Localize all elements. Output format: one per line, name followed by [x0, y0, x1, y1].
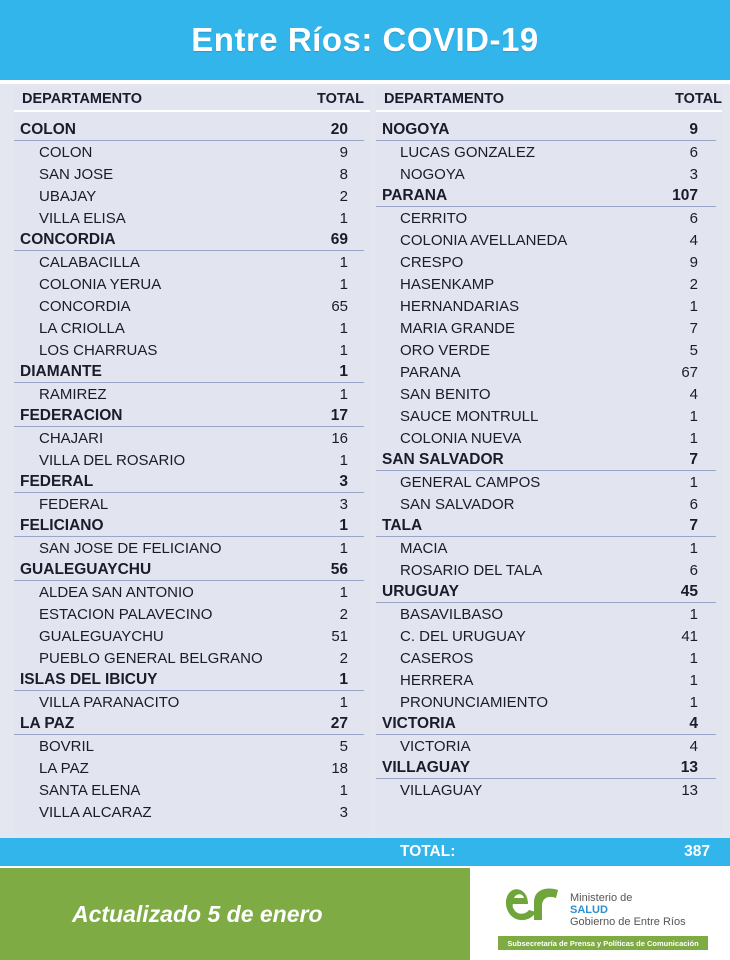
- locality-row: [376, 273, 716, 295]
- locality-row: [376, 471, 716, 493]
- department-name: FEDERACION: [20, 406, 123, 424]
- locality-name: VILLA PARANACITO: [39, 693, 180, 711]
- locality-total: 1: [689, 605, 698, 623]
- logo-strip: Subsecretaría de Prensa y Políticas de Comunicación: [498, 936, 708, 950]
- department-name: DIAMANTE: [20, 362, 102, 380]
- department-row: [14, 669, 364, 691]
- locality-name: HERNANDARIAS: [400, 297, 520, 315]
- locality-total: 1: [339, 319, 348, 337]
- total-header: TOTAL: [317, 91, 364, 107]
- locality-name: GENERAL CAMPOS: [400, 473, 541, 491]
- locality-total: 6: [689, 143, 698, 161]
- locality-total: 41: [681, 627, 698, 645]
- locality-row: [14, 295, 364, 317]
- locality-row: [14, 185, 364, 207]
- locality-total: 9: [689, 253, 698, 271]
- grand-total-value: 387: [684, 843, 710, 860]
- locality-name: SAUCE MONTRULL: [400, 407, 539, 425]
- right-column: [376, 88, 722, 834]
- locality-name: HASENKAMP: [400, 275, 495, 293]
- department-row: [376, 757, 716, 779]
- locality-total: 1: [689, 649, 698, 667]
- locality-name: RAMIREZ: [39, 385, 107, 403]
- locality-name: ALDEA SAN ANTONIO: [39, 583, 194, 601]
- department-name: ISLAS DEL IBICUY: [20, 670, 158, 688]
- locality-row: [14, 273, 364, 295]
- department-total: 20: [330, 120, 348, 138]
- locality-name: CONCORDIA: [39, 297, 131, 315]
- locality-name: VILLA ALCARAZ: [39, 803, 152, 821]
- locality-row: [14, 493, 364, 515]
- department-total: 27: [330, 714, 348, 732]
- locality-total: 1: [339, 539, 348, 557]
- locality-total: 65: [331, 297, 348, 315]
- department-row: [376, 449, 716, 471]
- locality-row: [376, 405, 716, 427]
- locality-total: 4: [689, 737, 698, 755]
- locality-name: PUEBLO GENERAL BELGRANO: [39, 649, 263, 667]
- department-name: NOGOYA: [382, 120, 450, 138]
- updated-date: Actualizado 5 de enero: [72, 900, 323, 927]
- locality-total: 1: [339, 209, 348, 227]
- locality-total: 16: [331, 429, 348, 447]
- department-name: VICTORIA: [382, 714, 456, 732]
- department-total: 69: [330, 230, 348, 248]
- locality-row: [14, 141, 364, 163]
- department-row: [14, 559, 364, 581]
- locality-row: [14, 603, 364, 625]
- locality-name: COLONIA YERUA: [39, 275, 162, 293]
- department-row: [14, 515, 364, 537]
- locality-total: 1: [339, 385, 348, 403]
- locality-total: 1: [339, 583, 348, 601]
- locality-total: 1: [339, 451, 348, 469]
- locality-name: ROSARIO DEL TALA: [400, 561, 543, 579]
- department-name: PARANA: [382, 186, 448, 204]
- locality-row: [14, 317, 364, 339]
- locality-name: MARIA GRANDE: [400, 319, 516, 337]
- department-total: 13: [680, 758, 698, 776]
- department-total: 1: [339, 670, 348, 688]
- locality-row: [376, 735, 716, 757]
- locality-total: 1: [339, 781, 348, 799]
- department-name: GUALEGUAYCHU: [20, 560, 152, 578]
- title-band: [0, 0, 730, 80]
- locality-total: 13: [681, 781, 698, 799]
- locality-row: [376, 559, 716, 581]
- locality-name: SANTA ELENA: [39, 781, 141, 799]
- department-total: 3: [339, 472, 348, 490]
- locality-name: COLONIA NUEVA: [400, 429, 522, 447]
- locality-total: 51: [331, 627, 348, 645]
- locality-row: [376, 207, 716, 229]
- locality-name: PARANA: [400, 363, 461, 381]
- locality-total: 67: [681, 363, 698, 381]
- department-row: [14, 119, 364, 141]
- locality-row: [376, 383, 716, 405]
- department-name: VILLAGUAY: [382, 758, 471, 776]
- grand-total: [376, 838, 722, 866]
- locality-name: CHAJARI: [39, 429, 104, 447]
- department-row: [14, 713, 364, 735]
- locality-row: [14, 163, 364, 185]
- locality-row: [376, 317, 716, 339]
- department-total: 107: [672, 186, 698, 204]
- er-logo-icon: [498, 878, 564, 930]
- locality-total: 5: [689, 341, 698, 359]
- ministry-logo: [470, 868, 730, 960]
- locality-name: PRONUNCIAMIENTO: [400, 693, 549, 711]
- locality-row: [376, 625, 716, 647]
- locality-row: [376, 229, 716, 251]
- locality-row: [14, 801, 364, 823]
- department-total: 45: [680, 582, 698, 600]
- department-name: TALA: [382, 516, 423, 534]
- locality-row: [376, 361, 716, 383]
- department-row: [376, 185, 716, 207]
- locality-row: [376, 251, 716, 273]
- department-total: 1: [339, 516, 348, 534]
- locality-name: CALABACILLA: [39, 253, 140, 271]
- locality-name: SAN JOSE: [39, 165, 114, 183]
- locality-name: ORO VERDE: [400, 341, 491, 359]
- locality-total: 2: [339, 187, 348, 205]
- department-row: [376, 515, 716, 537]
- locality-name: CERRITO: [400, 209, 468, 227]
- ministry-name: [570, 892, 686, 928]
- locality-name: LUCAS GONZALEZ: [400, 143, 536, 161]
- locality-total: 4: [689, 385, 698, 403]
- locality-name: CASEROS: [400, 649, 474, 667]
- locality-name: COLONIA AVELLANEDA: [400, 231, 568, 249]
- total-header: TOTAL: [675, 91, 722, 107]
- department-row: [376, 581, 716, 603]
- locality-row: [14, 383, 364, 405]
- department-row: [14, 471, 364, 493]
- locality-total: 2: [339, 649, 348, 667]
- locality-total: 3: [339, 803, 348, 821]
- locality-name: LOS CHARRUAS: [39, 341, 158, 359]
- locality-total: 4: [689, 231, 698, 249]
- locality-total: 1: [689, 539, 698, 557]
- locality-total: 1: [339, 253, 348, 271]
- locality-row: [376, 163, 716, 185]
- locality-total: 1: [339, 693, 348, 711]
- locality-row: [14, 647, 364, 669]
- locality-total: 3: [689, 165, 698, 183]
- locality-row: [376, 141, 716, 163]
- locality-row: [14, 207, 364, 229]
- locality-total: 5: [339, 737, 348, 755]
- footer-banner: [0, 868, 470, 960]
- department-name: FEDERAL: [20, 472, 94, 490]
- locality-row: [376, 603, 716, 625]
- dept-header: DEPARTAMENTO: [384, 91, 505, 107]
- right-column-header: [376, 88, 722, 112]
- department-total: 7: [689, 516, 698, 534]
- locality-total: 1: [689, 429, 698, 447]
- locality-name: ESTACION PALAVECINO: [39, 605, 213, 623]
- locality-row: [376, 427, 716, 449]
- locality-name: BOVRIL: [39, 737, 95, 755]
- locality-name: SAN SALVADOR: [400, 495, 515, 513]
- right-rows: [376, 112, 722, 801]
- header: [0, 0, 730, 84]
- locality-row: [14, 625, 364, 647]
- department-total: 56: [330, 560, 348, 578]
- department-total: 1: [339, 362, 348, 380]
- locality-name: FEDERAL: [39, 495, 109, 513]
- locality-row: [376, 691, 716, 713]
- left-column: [14, 88, 370, 834]
- department-total: 17: [330, 406, 348, 424]
- locality-row: [14, 251, 364, 273]
- locality-row: [376, 647, 716, 669]
- locality-row: [14, 757, 364, 779]
- department-total: 9: [689, 120, 698, 138]
- locality-total: 3: [339, 495, 348, 513]
- department-total: 7: [689, 450, 698, 468]
- grand-total-bar: [0, 838, 730, 866]
- locality-name: UBAJAY: [39, 187, 97, 205]
- locality-name: CRESPO: [400, 253, 464, 271]
- locality-row: [14, 779, 364, 801]
- department-name: CONCORDIA: [20, 230, 116, 248]
- locality-total: 1: [689, 297, 698, 315]
- department-name: LA PAZ: [20, 714, 75, 732]
- locality-row: [376, 779, 716, 801]
- cases-table: [0, 84, 730, 838]
- locality-name: VILLA DEL ROSARIO: [39, 451, 186, 469]
- locality-row: [376, 295, 716, 317]
- locality-name: GUALEGUAYCHU: [39, 627, 164, 645]
- locality-row: [376, 537, 716, 559]
- department-name: URUGUAY: [382, 582, 459, 600]
- logo-line3: Gobierno de Entre Ríos: [570, 916, 686, 928]
- locality-total: 1: [689, 407, 698, 425]
- department-row: [376, 713, 716, 735]
- locality-name: NOGOYA: [400, 165, 465, 183]
- department-row: [14, 405, 364, 427]
- locality-row: [14, 339, 364, 361]
- locality-total: 8: [339, 165, 348, 183]
- logo-line1: Ministerio de: [570, 892, 633, 904]
- locality-total: 2: [689, 275, 698, 293]
- locality-name: SAN JOSE DE FELICIANO: [39, 539, 222, 557]
- locality-row: [14, 427, 364, 449]
- locality-total: 6: [689, 561, 698, 579]
- department-row: [376, 119, 716, 141]
- department-row: [14, 361, 364, 383]
- locality-total: 1: [689, 473, 698, 491]
- department-name: COLON: [20, 120, 76, 138]
- locality-row: [14, 537, 364, 559]
- locality-total: 2: [339, 605, 348, 623]
- locality-total: 1: [689, 671, 698, 689]
- locality-name: HERRERA: [400, 671, 474, 689]
- locality-name: LA PAZ: [39, 759, 89, 777]
- dept-header: DEPARTAMENTO: [22, 91, 143, 107]
- department-name: SAN SALVADOR: [382, 450, 504, 468]
- locality-total: 6: [689, 209, 698, 227]
- locality-row: [376, 493, 716, 515]
- locality-name: BASAVILBASO: [400, 605, 504, 623]
- locality-name: VILLAGUAY: [400, 781, 483, 799]
- department-row: [14, 229, 364, 251]
- locality-name: MACIA: [400, 539, 448, 557]
- locality-total: 1: [339, 341, 348, 359]
- locality-name: C. DEL URUGUAY: [400, 627, 526, 645]
- locality-total: 18: [331, 759, 348, 777]
- page-title: Entre Ríos: COVID-19: [191, 21, 539, 58]
- locality-name: SAN BENITO: [400, 385, 491, 403]
- grand-total-label: TOTAL:: [400, 843, 456, 860]
- locality-row: [14, 449, 364, 471]
- logo-line2: SALUD: [570, 904, 608, 916]
- locality-row: [14, 581, 364, 603]
- locality-name: LA CRIOLLA: [39, 319, 125, 337]
- locality-name: VILLA ELISA: [39, 209, 126, 227]
- locality-row: [376, 339, 716, 361]
- department-name: FELICIANO: [20, 516, 104, 534]
- locality-total: 1: [689, 693, 698, 711]
- locality-row: [376, 669, 716, 691]
- locality-row: [14, 735, 364, 757]
- left-rows: [14, 112, 370, 823]
- locality-total: 9: [339, 143, 348, 161]
- locality-total: 6: [689, 495, 698, 513]
- footer: [0, 866, 730, 960]
- locality-name: COLON: [39, 143, 93, 161]
- department-total: 4: [689, 714, 698, 732]
- locality-name: VICTORIA: [400, 737, 471, 755]
- locality-total: 1: [339, 275, 348, 293]
- left-column-header: [14, 88, 370, 112]
- locality-total: 7: [689, 319, 698, 337]
- locality-row: [14, 691, 364, 713]
